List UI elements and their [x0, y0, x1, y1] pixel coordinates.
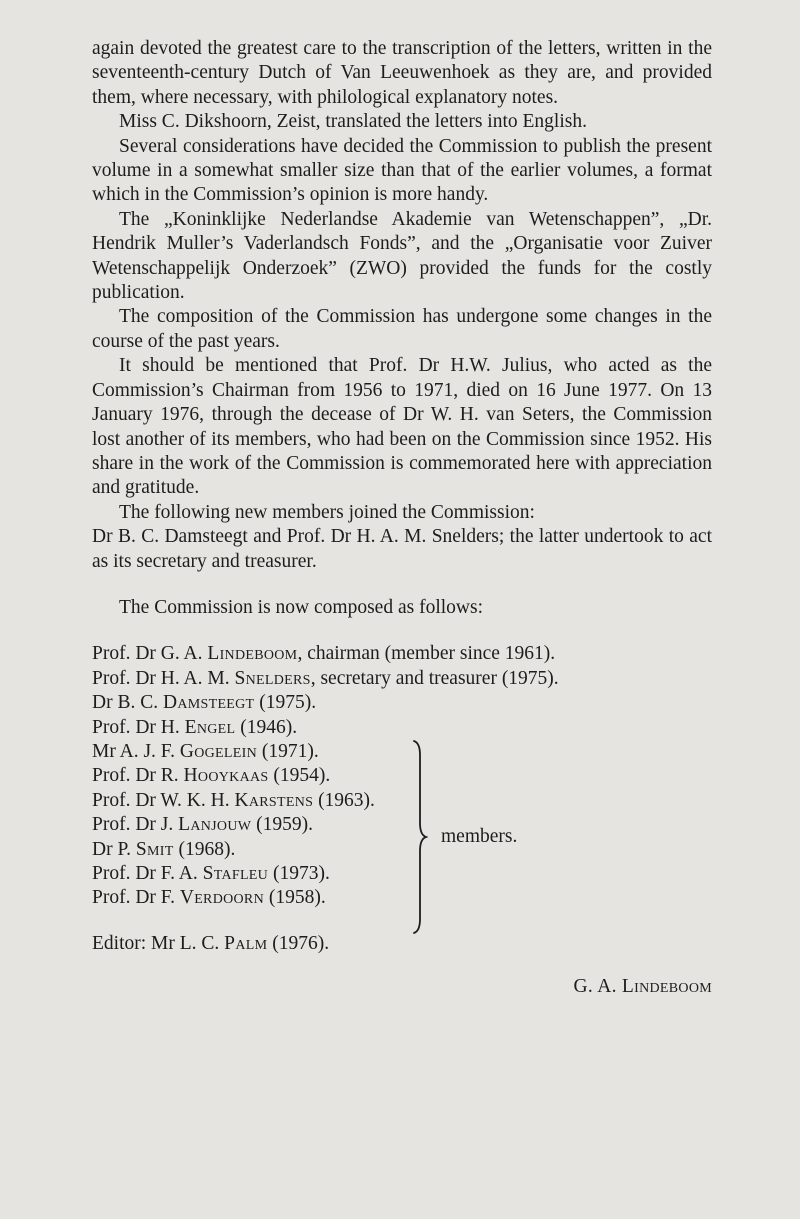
paragraph-composition-changes: The composition of the Commission has undergone some changes in the course of the past years. [92, 306, 712, 352]
member-entry: Prof. Dr J. Lanjouw (1959). [92, 814, 313, 836]
paragraph-obituary: It should be mentioned that Prof. Dr H.W. Julius, who acted as the Commission’s Chairman from 1956 to 1971, died on 16 June 1977. On 13 January 1976, through the decease of Dr W. H. van Seters, the Commission lost another of its members, who had been on the Commission since 1952. His share in the work of the Commission is commemorated here with appreciation and gratitude. [92, 355, 712, 499]
member-entry: Dr P. Smit (1968). [92, 838, 236, 860]
paragraph-funding: The „Koninklijke Nederlandse Akademie van Wetenschappen”, „Dr. Hendrik Muller’s Vaderlandsch Fonds”, and the „Organisatie voor Zuiver Wetenschappelijk Onderzoek” (ZWO) provided the funds for the costly publication. [92, 208, 712, 304]
member-entry: Dr B. C. Damsteegt (1975). [92, 692, 317, 714]
member-entry: Prof. Dr R. Hooykaas (1954). [92, 765, 331, 787]
paragraph-new-members: Dr B. C. Damsteegt and Prof. Dr H. A. M. Snelders; the latter undertook to act as its secretary and treasurer. [92, 526, 712, 572]
member-entry: Prof. Dr H. Engel (1946). [92, 716, 298, 738]
members-list [92, 691, 712, 911]
paragraph-new-members-intro: The following new members joined the Commission: [119, 501, 535, 523]
document-page [92, 37, 712, 1000]
paragraph-transcription: again devoted the greatest care to the transcription of the letters, written in the seventeenth-century Dutch of Van Leeuwenhoek as they are, and provided them, where necessary, with philological explanatory notes. [92, 38, 712, 108]
editor-line: Editor: Mr L. C. Palm (1976). [92, 932, 330, 954]
spacer [92, 574, 712, 596]
officer-chairman: Prof. Dr G. A. Lindeboom, chairman (member since 1961). [92, 643, 556, 665]
paragraph-translator: Miss C. Dikshoorn, Zeist, translated the letters into English. [119, 111, 587, 133]
member-entry: Prof. Dr F. Verdoorn (1958). [92, 887, 326, 909]
signature: G. A. Lindeboom [573, 976, 712, 998]
composition-intro: The Commission is now composed as follows: [119, 596, 483, 618]
paragraph-format: Several considerations have decided the Commission to publish the present volume in a somewhat smaller size than that of the earlier volumes, a format which in the Commission’s opinion is more handy. [92, 135, 712, 206]
members-label: members. [441, 826, 518, 848]
member-entry: Mr A. J. F. Gogelein (1971). [92, 740, 319, 762]
spacer [92, 620, 712, 642]
curly-brace-icon [412, 739, 428, 935]
member-entry: Prof. Dr F. A. Stafleu (1973). [92, 863, 330, 884]
officer-secretary: Prof. Dr H. A. M. Snelders, secretary and treasurer (1975). [92, 667, 559, 689]
member-entry: Prof. Dr W. K. H. Karstens (1963). [92, 789, 375, 811]
